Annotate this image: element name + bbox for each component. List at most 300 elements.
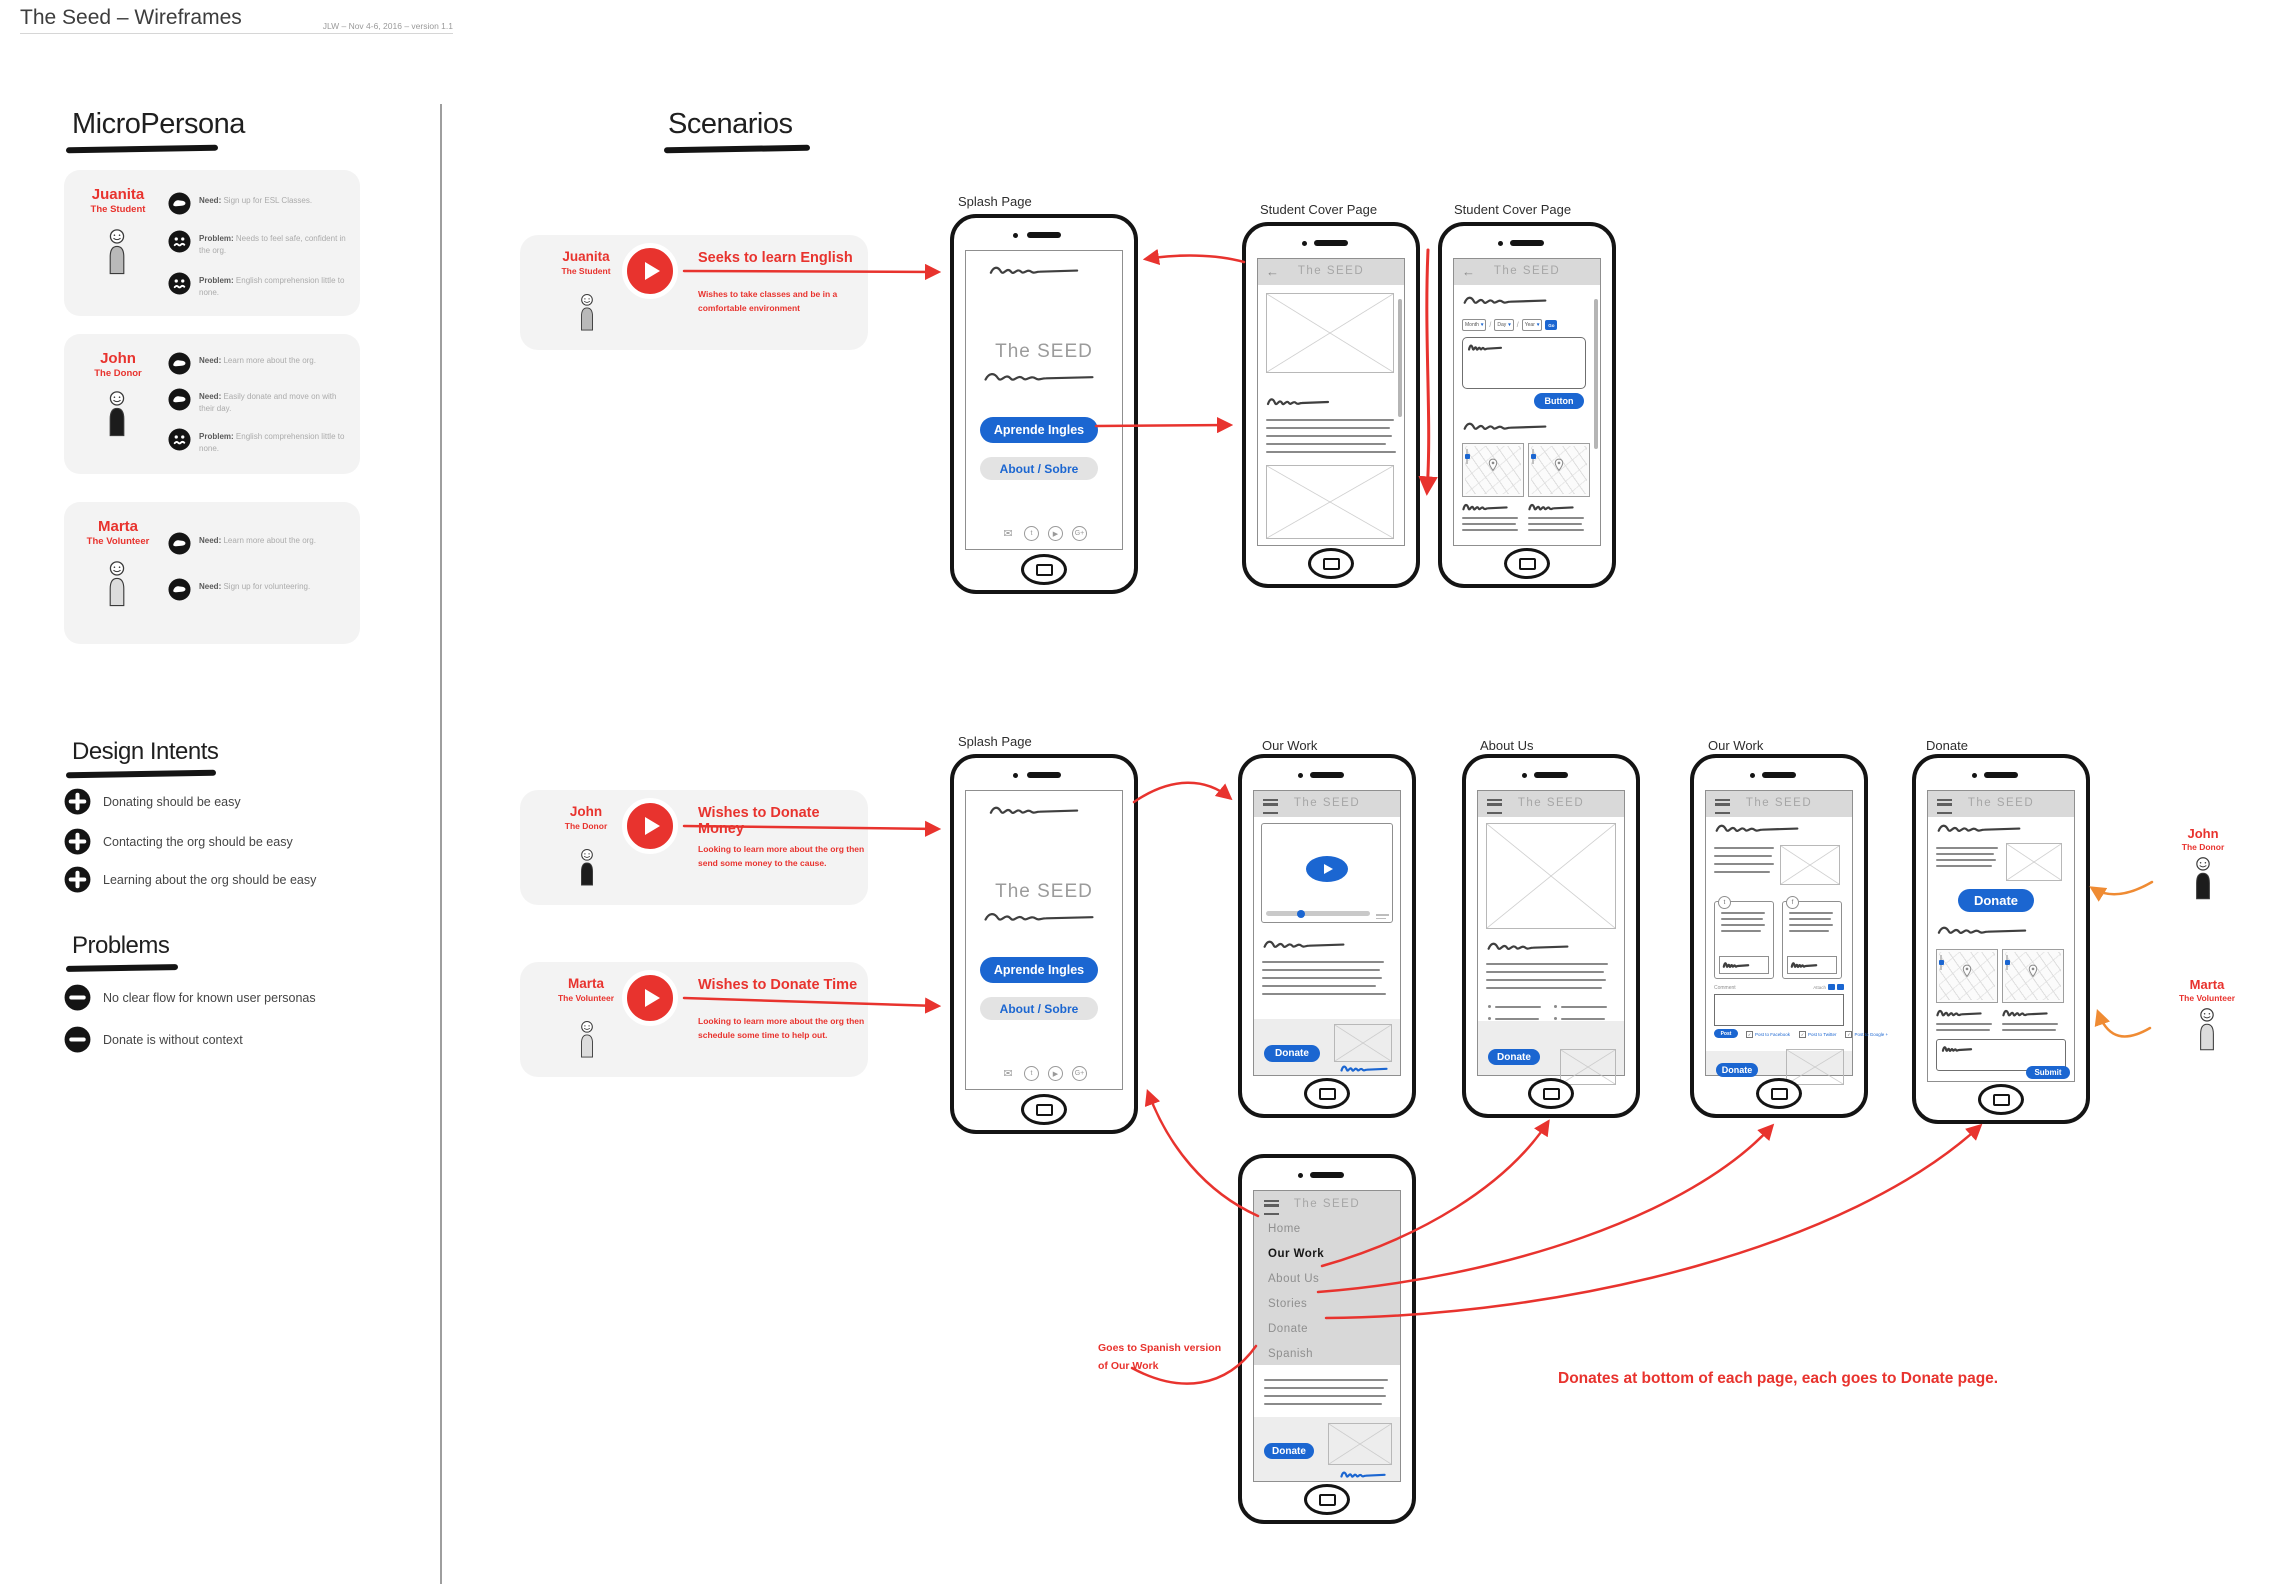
text-line — [1462, 517, 1518, 519]
phone-about-us — [1462, 754, 1640, 1118]
text-line — [1486, 963, 1608, 965]
go-button[interactable]: Go — [1545, 320, 1557, 330]
scenario-card-john — [520, 790, 868, 905]
home-square — [1319, 1088, 1336, 1100]
phone-home-button[interactable] — [1756, 1078, 1802, 1109]
speaker — [1310, 772, 1344, 778]
scenario-card-juanita — [520, 235, 868, 350]
scenario-description: Looking to learn more about the org then schedule some time to help out. — [698, 1016, 865, 1041]
arrow-cover-scroll — [1427, 250, 1429, 492]
image-placeholder — [1334, 1024, 1392, 1062]
image-placeholder — [1328, 1423, 1392, 1465]
year-dropdown[interactable] — [1522, 319, 1543, 331]
menu-item-spanish[interactable]: Spanish — [1268, 1348, 1314, 1360]
phone-splash-1 — [950, 214, 1138, 594]
persona-need-row — [168, 352, 350, 375]
day-dropdown[interactable] — [1494, 319, 1513, 331]
scribble-heading — [1462, 293, 1548, 306]
person-icon — [574, 848, 600, 886]
menu-item-donate[interactable]: Donate — [1268, 1323, 1309, 1335]
play-triangle — [645, 817, 660, 835]
play-icon[interactable] — [622, 970, 678, 1026]
persona-problem-row — [168, 230, 350, 257]
arrow-donate-to-donate-phone — [1326, 1126, 1980, 1318]
bullet-dot — [1488, 1005, 1491, 1008]
need-text — [199, 578, 310, 601]
scribble-text — [982, 909, 1096, 923]
persona-name: John — [100, 350, 136, 367]
home-square — [1036, 1104, 1053, 1116]
phone-label-donate: Donate — [1926, 738, 1968, 753]
problem-icon — [168, 428, 191, 451]
marker-underline — [66, 964, 178, 972]
phone-home-button[interactable] — [1021, 1094, 1067, 1125]
student-cover-screen — [1257, 258, 1405, 546]
chevron-down-icon: ▾ — [1536, 322, 1540, 328]
image-placeholder — [1266, 465, 1394, 539]
problem-item — [64, 984, 316, 1011]
design-intent-item — [64, 866, 316, 893]
persona-card-marta — [64, 502, 360, 644]
text-line — [1262, 977, 1382, 979]
video-progress-bar[interactable] — [1266, 911, 1370, 916]
app-header — [1928, 791, 2074, 817]
checkbox-label: Post to Facebook — [1755, 1032, 1791, 1037]
spanish-note: Goes to Spanish version of Our Work — [1098, 1342, 1222, 1372]
post-button[interactable]: Post — [1714, 1029, 1738, 1038]
map-zoom-control — [1532, 449, 1534, 464]
scenario-persona-name: John — [569, 804, 603, 819]
problem-text — [199, 230, 350, 257]
phone-home-button[interactable] — [1021, 554, 1067, 585]
crosspost-checkboxes — [1746, 1031, 1888, 1038]
camera-dot — [1298, 1173, 1303, 1178]
persona-card-juanita — [64, 170, 360, 316]
need-label: Need: — [199, 536, 222, 545]
scribble-heading — [1528, 501, 1574, 512]
speaker — [1510, 240, 1544, 246]
donate-button-large[interactable]: Donate — [1958, 889, 2034, 912]
submit-button[interactable]: Submit — [2026, 1066, 2070, 1079]
bullet-dot — [1554, 1017, 1557, 1020]
text-line — [1789, 912, 1833, 914]
text-line — [1936, 865, 1992, 867]
need-icon — [168, 352, 191, 375]
phone-student-cover-1 — [1242, 222, 1420, 588]
menu-item-stories[interactable]: Stories — [1268, 1298, 1308, 1310]
text-line — [1264, 1403, 1382, 1405]
phone-home-button[interactable] — [1528, 1078, 1574, 1109]
text-area[interactable] — [1462, 337, 1586, 389]
camera-dot — [1750, 773, 1755, 778]
app-brand: The SEED — [995, 881, 1093, 902]
document-meta: JLW – Nov 4-6, 2016 – version 1.1 — [322, 21, 453, 31]
map-pin-icon — [2028, 964, 2038, 978]
scenario-title: Seeks to learn English — [698, 250, 853, 266]
image-placeholder — [1786, 1049, 1844, 1085]
card-inner-box — [1719, 956, 1769, 974]
text-line — [1714, 871, 1770, 873]
map-pin-icon — [1962, 964, 1972, 978]
text-line — [1714, 855, 1772, 857]
date-picker-row — [1462, 319, 1557, 331]
video-icon[interactable]: ▶ — [1048, 526, 1063, 541]
app-header — [1478, 791, 1624, 817]
menu-screen — [1253, 1190, 1401, 1482]
scenario-description: Looking to learn more about the org then send some money to the cause. — [698, 844, 865, 869]
about-sobre-button[interactable]: About / Sobre — [980, 457, 1098, 480]
intent-text: Contacting the org should be easy — [103, 834, 293, 849]
donate-flow-note: Donates at bottom of each page, each goes to Donate page. — [1558, 1370, 1999, 1387]
problem-label: Problem: — [199, 234, 234, 243]
micropersona-heading: MicroPersona — [72, 108, 245, 140]
back-icon[interactable]: ← — [1266, 264, 1279, 279]
phone-our-work-2 — [1690, 754, 1889, 1118]
checkbox-label: Post to Twitter — [1808, 1032, 1837, 1037]
marker-underline — [664, 145, 810, 154]
bullet-item — [1488, 1005, 1541, 1008]
email-icon[interactable]: ✉ — [1003, 1068, 1013, 1080]
scribble-text — [1791, 960, 1817, 969]
problem-item — [64, 1026, 243, 1053]
phone-menu — [1238, 1154, 1416, 1524]
phone-splash-2 — [950, 754, 1138, 1134]
nav-menu-overlay — [1254, 1191, 1400, 1365]
home-square — [1036, 564, 1053, 576]
scribble-heading — [1266, 395, 1330, 407]
need-value: Learn more about the org. — [223, 536, 316, 545]
text-line — [1714, 863, 1774, 865]
back-icon[interactable]: ← — [1462, 264, 1475, 279]
social-icons — [966, 1066, 1122, 1081]
text-line — [1264, 1379, 1388, 1381]
chevron-down-icon: ▾ — [1480, 322, 1484, 328]
comment-input[interactable] — [1714, 994, 1844, 1026]
month-dropdown[interactable] — [1462, 319, 1486, 331]
progress-handle[interactable] — [1297, 910, 1305, 918]
social-icons — [966, 526, 1122, 541]
persona-problem-row — [168, 272, 350, 299]
app-header — [1454, 259, 1600, 285]
map-zoom-control — [1940, 955, 1942, 970]
person-icon — [101, 390, 133, 436]
text-line — [1528, 523, 1582, 525]
speaker — [1984, 772, 2018, 778]
problem-text: No clear flow for known user personas — [103, 990, 316, 1005]
text-line — [1789, 918, 1831, 920]
speaker — [1534, 772, 1568, 778]
video-play-button[interactable] — [1306, 856, 1348, 882]
check-icon: ✓ — [1847, 1032, 1851, 1037]
text-line — [1721, 912, 1765, 914]
document-title: The Seed – Wireframes — [20, 6, 242, 29]
text-line — [1266, 419, 1394, 421]
need-value: Sign up for volunteering. — [223, 582, 311, 591]
need-icon — [168, 388, 191, 411]
scenario-persona-name: Marta — [567, 976, 604, 991]
problem-text: Donate is without context — [103, 1032, 243, 1047]
about-us-screen — [1477, 790, 1625, 1076]
header-rule — [20, 33, 453, 34]
text-line — [1486, 987, 1602, 989]
image-placeholder — [1780, 845, 1840, 885]
play-triangle — [1324, 864, 1333, 874]
camera-dot — [1302, 241, 1307, 246]
generic-button[interactable]: Button — [1534, 393, 1584, 409]
text-lines — [1528, 517, 1584, 535]
play-icon[interactable] — [622, 243, 678, 299]
mini-persona-marta — [2152, 976, 2262, 1056]
phone-label-our-work: Our Work — [1708, 738, 1764, 753]
persona-role: The Volunteer — [86, 536, 150, 547]
text-line — [1561, 1018, 1605, 1020]
video-time — [1376, 912, 1389, 919]
text-line — [1528, 517, 1584, 519]
play-triangle — [645, 262, 660, 280]
scribble-heading — [1936, 923, 2028, 936]
scrollbar[interactable] — [1594, 299, 1598, 449]
plus-icon — [64, 866, 91, 893]
scenario-title: Wishes to Donate Time — [698, 977, 858, 993]
text-line — [1936, 847, 1998, 849]
home-square — [1771, 1088, 1788, 1100]
marker-underline — [66, 145, 218, 154]
attach-controls — [1813, 984, 1844, 990]
text-line — [1495, 1018, 1539, 1020]
text-line — [1714, 847, 1774, 849]
phone-home-button[interactable] — [1304, 1078, 1350, 1109]
app-title: The SEED — [1297, 265, 1365, 277]
plus-icon — [64, 788, 91, 815]
camera-dot — [1013, 773, 1018, 778]
text-lines — [1936, 847, 1998, 871]
text-lines — [1266, 419, 1396, 459]
text-line — [1266, 451, 1396, 453]
persona-name: Marta — [97, 518, 138, 535]
plus-icon — [64, 828, 91, 855]
problem-icon — [168, 230, 191, 253]
persona-role: The Donor — [94, 368, 142, 379]
text-lines — [1714, 847, 1774, 879]
text-line — [1264, 1395, 1386, 1397]
text-line — [1266, 435, 1392, 437]
phone-home-button[interactable] — [1304, 1484, 1350, 1515]
persona-name: Juanita — [91, 186, 145, 203]
text-line — [1721, 924, 1765, 926]
text-line — [1495, 1006, 1541, 1008]
problem-value: English comprehension little to none. — [199, 276, 345, 297]
app-title: The SEED — [1517, 797, 1585, 809]
problem-value: Needs to feel safe, confident in the org. — [199, 234, 346, 255]
image-placeholder — [1486, 823, 1616, 929]
map-thumbnail[interactable] — [1936, 949, 1998, 1003]
page-footer — [1478, 1021, 1624, 1075]
design-intent-item — [64, 828, 293, 855]
attach-video-icon[interactable] — [1837, 984, 1844, 990]
check-icon: ✓ — [1800, 1032, 1805, 1037]
text-lines — [1462, 517, 1518, 535]
post-to-twitter-checkbox[interactable] — [1799, 1031, 1836, 1038]
text-line — [1262, 985, 1376, 987]
scenarios-heading: Scenarios — [668, 108, 793, 140]
bullet-item — [1488, 1017, 1541, 1020]
play-icon[interactable] — [622, 798, 678, 854]
arrow-john-to-donate — [2092, 882, 2152, 894]
phone-home-button[interactable] — [1978, 1084, 2024, 1115]
scribble-heading — [988, 263, 1080, 276]
need-icon — [168, 192, 191, 215]
scenario-title: Wishes to Donate Money — [698, 805, 820, 837]
persona-name: Marta — [2189, 977, 2225, 992]
text-lines — [1486, 963, 1608, 995]
arrow-marta-to-donate — [2098, 1012, 2150, 1036]
phone-label-about-us: About Us — [1480, 738, 1534, 753]
design-intent-item — [64, 788, 241, 815]
persona-problem-row — [168, 428, 350, 455]
person-icon — [2192, 1007, 2222, 1051]
need-label: Need: — [199, 356, 222, 365]
scenario-persona-role: The Donor — [564, 821, 608, 831]
text-line — [1936, 1029, 1990, 1031]
app-title: The SEED — [1293, 1198, 1361, 1210]
app-header — [1258, 259, 1404, 285]
menu-item-home[interactable]: Home — [1268, 1223, 1301, 1235]
column-divider — [440, 104, 442, 1584]
text-line — [1789, 930, 1829, 932]
image-placeholder — [2006, 843, 2062, 881]
page-footer — [1254, 1417, 1400, 1481]
text-line — [1936, 853, 1994, 855]
problem-icon — [168, 272, 191, 295]
student-cover-form-screen — [1453, 258, 1601, 546]
attach-label: Attach — [1813, 984, 1826, 990]
donate-button[interactable]: Donate — [1264, 1443, 1314, 1459]
camera-dot — [1522, 773, 1527, 778]
persona-role: The Volunteer — [2178, 993, 2236, 1003]
map-thumbnail[interactable] — [2002, 949, 2064, 1003]
map-thumbnail[interactable] — [1528, 443, 1590, 497]
text-line — [1561, 1006, 1607, 1008]
bullet-dot — [1554, 1005, 1557, 1008]
phone-label-splash: Splash Page — [958, 194, 1032, 209]
problems-heading: Problems — [72, 932, 170, 959]
google-plus-icon[interactable]: G+ — [1072, 1066, 1087, 1081]
scenario-persona-name: Juanita — [562, 249, 610, 264]
text-line — [1262, 993, 1386, 995]
video-player[interactable] — [1261, 823, 1393, 923]
phone-home-button[interactable] — [1504, 548, 1550, 579]
text-line — [1266, 443, 1386, 445]
text-line — [1462, 523, 1516, 525]
phone-label-splash: Splash Page — [958, 734, 1032, 749]
bullet-item — [1554, 1005, 1607, 1008]
speaker — [1762, 772, 1796, 778]
donate-screen — [1927, 790, 2075, 1082]
email-icon[interactable]: ✉ — [1003, 528, 1013, 540]
phone-home-button[interactable] — [1308, 548, 1354, 579]
donate-button[interactable]: Donate — [1264, 1045, 1320, 1062]
scribble-caption — [1340, 1063, 1388, 1073]
scribble-heading — [2002, 1007, 2048, 1018]
scribble-caption — [1340, 1469, 1386, 1479]
map-thumbnail[interactable] — [1462, 443, 1524, 497]
menu-item-our-work[interactable]: Our Work — [1268, 1248, 1325, 1260]
minus-icon — [64, 984, 91, 1011]
text-line — [1721, 918, 1763, 920]
scenario-persona-role: The Student — [561, 266, 611, 276]
video-icon[interactable]: ▶ — [1048, 1066, 1063, 1081]
image-placeholder — [1266, 293, 1394, 373]
person-icon — [2188, 856, 2218, 900]
image-placeholder — [1560, 1049, 1616, 1085]
person-icon — [101, 560, 133, 606]
app-brand: The SEED — [995, 341, 1093, 362]
text-line — [2002, 1023, 2058, 1025]
text-line — [1789, 924, 1833, 926]
text-line — [1721, 930, 1761, 932]
marker-underline — [66, 770, 216, 779]
post-to-facebook-checkbox[interactable] — [1746, 1031, 1790, 1038]
check-icon: ✓ — [1747, 1032, 1752, 1037]
donate-button[interactable]: Donate — [1716, 1063, 1758, 1077]
scribble-heading — [1714, 821, 1800, 834]
play-triangle — [645, 989, 660, 1007]
scribble-text — [1942, 1044, 1972, 1053]
donate-button[interactable]: Donate — [1488, 1049, 1540, 1065]
menu-item-about-us[interactable]: About Us — [1268, 1273, 1320, 1285]
text-lines — [2002, 1023, 2058, 1035]
about-sobre-button[interactable]: About / Sobre — [980, 997, 1098, 1020]
text-lines — [1721, 912, 1765, 936]
aprende-ingles-button[interactable]: Aprende Ingles — [980, 417, 1098, 443]
person-icon — [101, 228, 133, 274]
page-footer — [1706, 1051, 1852, 1075]
camera-dot — [1013, 233, 1018, 238]
text-line — [1486, 979, 1606, 981]
need-value: Learn more about the org. — [223, 356, 316, 365]
twitter-icon[interactable]: t — [1024, 1066, 1039, 1081]
home-square — [1543, 1088, 1560, 1100]
need-text — [199, 388, 350, 415]
minus-icon — [64, 1026, 91, 1053]
chevron-down-icon: ▾ — [1508, 322, 1511, 328]
scrollbar[interactable] — [1398, 299, 1402, 417]
post-to-google-checkbox[interactable] — [1845, 1031, 1888, 1038]
scribble-heading — [1936, 1007, 1982, 1018]
app-title: The SEED — [1967, 797, 2035, 809]
separator: / — [1489, 321, 1492, 329]
comment-label: Comment — [1714, 985, 1736, 991]
app-title: The SEED — [1493, 265, 1561, 277]
facebook-icon: f — [1786, 896, 1799, 909]
google-plus-icon[interactable]: G+ — [1072, 526, 1087, 541]
text-line — [1262, 961, 1384, 963]
map-zoom-control — [2006, 955, 2008, 970]
need-icon — [168, 532, 191, 555]
aprende-ingles-button[interactable]: Aprende Ingles — [980, 957, 1098, 983]
attach-image-icon[interactable] — [1828, 984, 1835, 990]
phone-label-student-cover: Student Cover Page — [1454, 202, 1572, 217]
bullet-item — [1554, 1017, 1607, 1020]
app-title: The SEED — [1293, 797, 1361, 809]
problem-value: English comprehension little to none. — [199, 432, 345, 453]
need-value: Easily donate and move on with their day. — [199, 392, 337, 413]
persona-role: The Student — [90, 204, 146, 215]
twitter-icon[interactable]: t — [1024, 526, 1039, 541]
home-square — [1323, 558, 1340, 570]
persona-need-row — [168, 388, 350, 415]
text-line — [1266, 427, 1390, 429]
